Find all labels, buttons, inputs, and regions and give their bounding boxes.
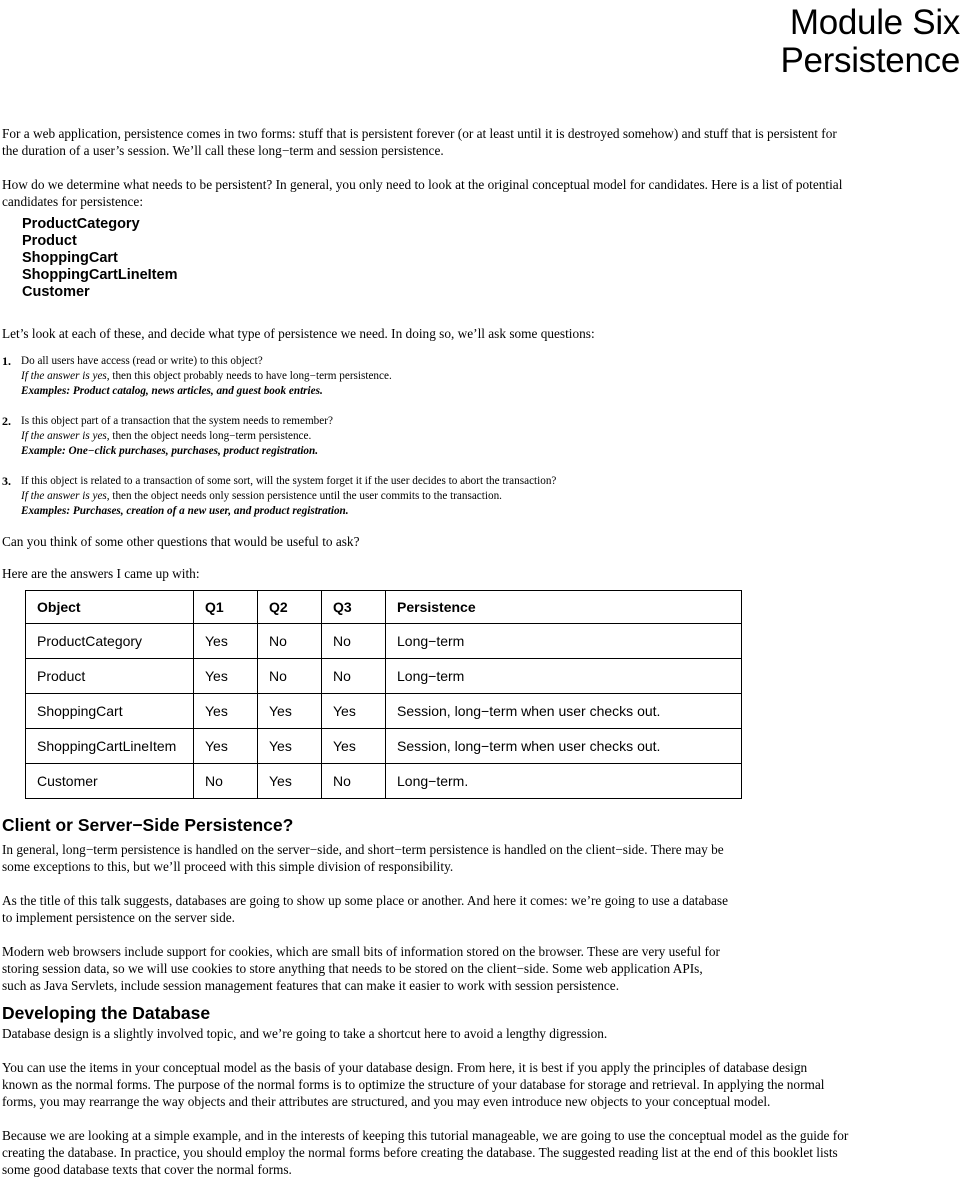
answer-consequence: then the object needs long−term persistence. (109, 430, 312, 442)
intro-paragraph-2: How do we determine what needs to be persistent? In general, you only need to look at the original conceptual model for candidates. Here is a list of potential candidates for persistence: (2, 177, 843, 209)
candidate-item: ShoppingCartLineItem (22, 267, 178, 283)
column-header: Persistence (386, 591, 742, 624)
candidate-item: ShoppingCart (22, 250, 118, 266)
table-row (26, 659, 742, 694)
question-text: Do all users have access (read or write) to this object? (21, 355, 263, 367)
candidate-list (22, 216, 177, 301)
table-cell: Yes (194, 659, 258, 694)
table-cell: Yes (194, 729, 258, 764)
table-cell: Yes (194, 694, 258, 729)
question-example: Examples: Product catalog, news articles, and guest book entries. (21, 385, 323, 397)
table-cell: No (258, 659, 322, 694)
table-cell: Yes (258, 729, 322, 764)
answers-intro: Here are the answers I came up with: (2, 566, 200, 581)
column-header: Q1 (194, 591, 258, 624)
table-cell: Session, long−term when user checks out. (386, 729, 742, 764)
table-cell: ShoppingCartLineItem (26, 729, 194, 764)
question-text: Is this object part of a transaction that the system needs to remember? (21, 415, 333, 427)
intro-paragraph-1: For a web application, persistence comes in two forms: stuff that is persistent forever (or at least until it is destroyed somehow) and stuff that is persistent for the duration of a user’s session. We’ll call these long−term and session persistence. (2, 126, 837, 158)
title-line-1: Module Six (789, 3, 960, 42)
table-cell: No (322, 764, 386, 799)
section-heading-client-server: Client or Server−Side Persistence? (2, 815, 294, 835)
table-cell: Yes (322, 694, 386, 729)
table-cell: Yes (258, 764, 322, 799)
page-title (780, 4, 960, 80)
answer-consequence: then this object probably needs to have long−term persistence. (109, 370, 392, 382)
answers-table (25, 590, 742, 799)
candidate-item: Customer (22, 284, 90, 300)
table-cell: Session, long−term when user checks out. (386, 694, 742, 729)
table-cell: No (258, 624, 322, 659)
table-cell: Long−term (386, 659, 742, 694)
client-server-paragraph-3: Modern web browsers include support for cookies, which are small bits of information stored on the browser. These are very useful for storing session data, so we will use cookies to store anything that needs to be stored on the client−side. Some web application APIs, such as Java Servlets, include session management features that can make it easier to work with session persistence. (2, 944, 720, 993)
table-cell: Yes (258, 694, 322, 729)
column-header: Q2 (258, 591, 322, 624)
other-questions-text: Can you think of some other questions that would be useful to ask? (2, 534, 360, 549)
question-text: If this object is related to a transaction of some sort, will the system forget it if the user decides to abort the transaction? (21, 475, 557, 487)
database-paragraph-2: You can use the items in your conceptual model as the basis of your database design. From here, it is best if you apply the principles of database design known as the normal forms. The purpose of the normal forms is to optimize the structure of your database for storage and retrieval. In applying the normal forms, you may rearrange the way objects and their attributes are structured, and you may even introduce new objects to your conceptual model. (2, 1060, 825, 1109)
table-row (26, 764, 742, 799)
table-cell: Long−term (386, 624, 742, 659)
database-paragraph-1: Database design is a slightly involved topic, and we’re going to take a shortcut here to avoid a lengthy digression. (2, 1026, 608, 1041)
table-cell: ProductCategory (26, 624, 194, 659)
column-header: Object (26, 591, 194, 624)
table-cell: Long−term. (386, 764, 742, 799)
candidate-item: ProductCategory (22, 216, 140, 232)
question-item-2 (2, 414, 333, 459)
table-header-row (26, 591, 742, 624)
table-row (26, 694, 742, 729)
answer-condition: If the answer is yes, (21, 490, 110, 502)
table-cell: ShoppingCart (26, 694, 194, 729)
section-heading-database: Developing the Database (2, 1003, 211, 1023)
client-server-paragraph-2: As the title of this talk suggests, databases are going to show up some place or another. And here it comes: we’re going to use a database to implement persistence on the server side. (2, 893, 728, 925)
question-number: 3. (2, 474, 11, 488)
table-row (26, 729, 742, 764)
table-row (26, 624, 742, 659)
database-paragraph-3: Because we are looking at a simple example, and in the interests of keeping this tutorial manageable, we are going to use the conceptual model as the guide for creating the database. In practice, you should employ the normal forms before creating the database. The suggested reading list at the end of this booklet lists some good database texts that cover the normal forms. (2, 1128, 849, 1177)
answer-condition: If the answer is yes, (21, 370, 110, 382)
candidate-item: Product (22, 233, 77, 249)
table-cell: Product (26, 659, 194, 694)
question-example: Example: One−click purchases, purchases, product registration. (21, 445, 319, 457)
client-server-paragraph-1: In general, long−term persistence is handled on the server−side, and short−term persistence is handled on the client−side. There may be some exceptions to this, but we’ll proceed with this simple division of responsibility. (2, 842, 724, 874)
table-cell: No (194, 764, 258, 799)
answer-condition: If the answer is yes, (21, 430, 110, 442)
column-header: Q3 (322, 591, 386, 624)
question-number: 1. (2, 354, 11, 368)
question-number: 2. (2, 414, 11, 428)
questions-intro: Let’s look at each of these, and decide what type of persistence we need. In doing so, we’ll ask some questions: (2, 326, 595, 341)
title-line-2: Persistence (780, 41, 960, 80)
question-item-1 (2, 354, 392, 399)
table-cell: No (322, 659, 386, 694)
answer-consequence: then the object needs only session persistence until the user commits to the transaction. (109, 490, 502, 502)
table-cell: Yes (322, 729, 386, 764)
table-cell: Customer (26, 764, 194, 799)
question-example: Examples: Purchases, creation of a new user, and product registration. (21, 505, 349, 517)
table-cell: Yes (194, 624, 258, 659)
question-item-3 (2, 474, 556, 519)
table-cell: No (322, 624, 386, 659)
